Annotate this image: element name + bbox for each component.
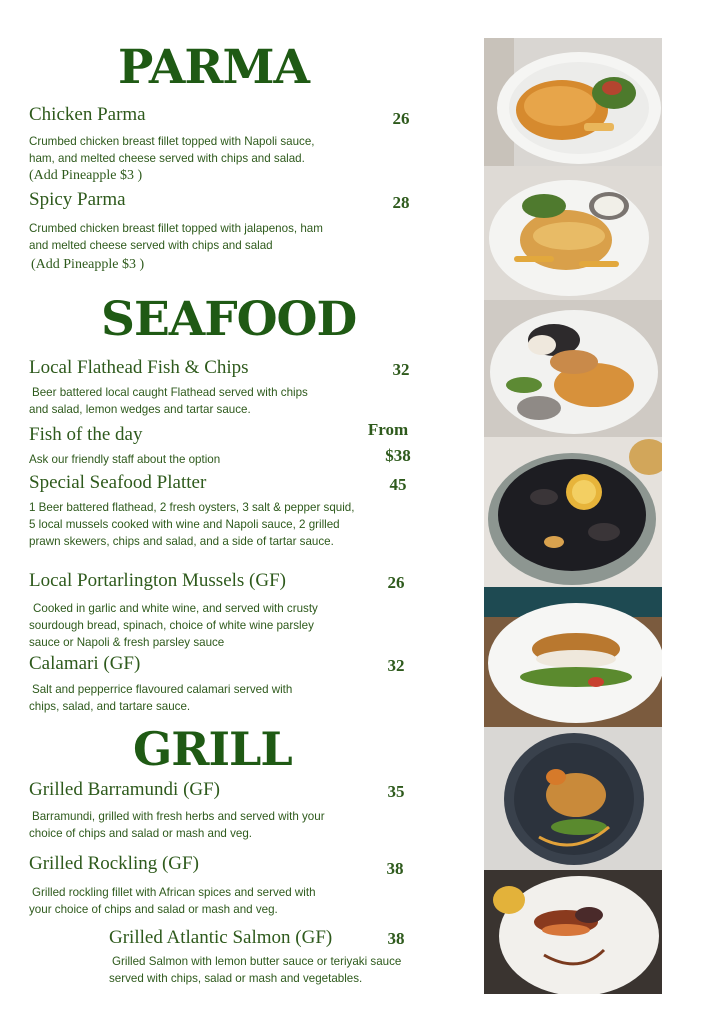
item-addon: (Add Pineapple $3 ) <box>31 257 145 272</box>
fish-fillet-photo <box>484 587 662 727</box>
item-price: 45 <box>389 475 407 494</box>
item-name: Spicy Parma <box>29 189 126 210</box>
item-price: 35 <box>387 782 405 801</box>
item-price: 38 <box>387 929 405 948</box>
salmon-photo <box>484 870 662 994</box>
fish-and-chips-photo <box>484 166 662 300</box>
item-description: Crumbed chicken breast fillet topped with jalapenos, ham and melted cheese served with chips and salad <box>29 222 323 252</box>
item-price: 32 <box>387 656 405 675</box>
item-description: Beer battered local caught Flathead served with chips and salad, lemon wedges and tartar sauce. <box>29 386 308 416</box>
mussels-photo <box>484 437 662 587</box>
section-title-parma: PARMA <box>118 40 309 95</box>
item-name: Grilled Barramundi (GF) <box>29 779 221 800</box>
item-description: Ask our friendly staff about the option <box>29 453 221 466</box>
item-price: 26 <box>392 109 410 128</box>
item-description: Grilled rockling fillet with African spices and served with your choice of chips and salad or mash and veg. <box>29 886 316 916</box>
item-description: Grilled Salmon with lemon butter sauce or teriyaki sauce served with chips, salad or mash and vegetables. <box>109 955 402 985</box>
item-name: Local Flathead Fish & Chips <box>29 357 249 378</box>
item-description: Crumbed chicken breast fillet topped with Napoli sauce, ham, and melted cheese served with chips and salad. (Add Pineapple $3 ) <box>29 135 315 183</box>
item-name: Chicken Parma <box>29 104 146 125</box>
item-name: Local Portarlington Mussels (GF) <box>29 570 287 591</box>
section-title-seafood: SEAFOOD <box>101 292 357 347</box>
item-description: Barramundi, grilled with fresh herbs and served with your choice of chips and salad or mash and veg. <box>29 810 325 840</box>
item-description: Salt and pepperrice flavoured calamari served with chips, salad, and tartare sauce. <box>29 683 293 713</box>
section-title-grill: GRILL <box>133 722 292 776</box>
item-addon: (Add Pineapple $3 ) <box>29 168 143 183</box>
chicken-parma-photo <box>484 38 662 166</box>
item-name: Grilled Atlantic Salmon (GF) <box>109 927 333 948</box>
item-price: 28 <box>392 193 410 212</box>
item-description: Cooked in garlic and white wine, and served with crusty sourdough bread, spinach, choice of white wine parsley sauce or Napoli & fresh parsley sauce <box>29 602 318 649</box>
grilled-barramundi-photo <box>484 727 662 870</box>
seafood-platter-photo <box>484 300 662 437</box>
item-price: 26 <box>387 573 405 592</box>
item-name: Calamari (GF) <box>29 653 141 674</box>
item-name: Fish of the day <box>29 424 143 445</box>
item-name: Grilled Rockling (GF) <box>29 853 199 874</box>
item-name: Special Seafood Platter <box>29 472 207 493</box>
item-price: 32 <box>392 360 410 379</box>
item-description: 1 Beer battered flathead, 2 fresh oysters, 3 salt & pepper squid, 5 local mussels cooked with wine and Napoli sauce, 2 grilled prawn skewers, chips and salad, and a side of tartar sauce. <box>29 501 355 548</box>
item-price: 38 <box>386 859 404 878</box>
item-price: $38 <box>385 446 411 465</box>
item-price-prefix: From <box>367 420 409 439</box>
